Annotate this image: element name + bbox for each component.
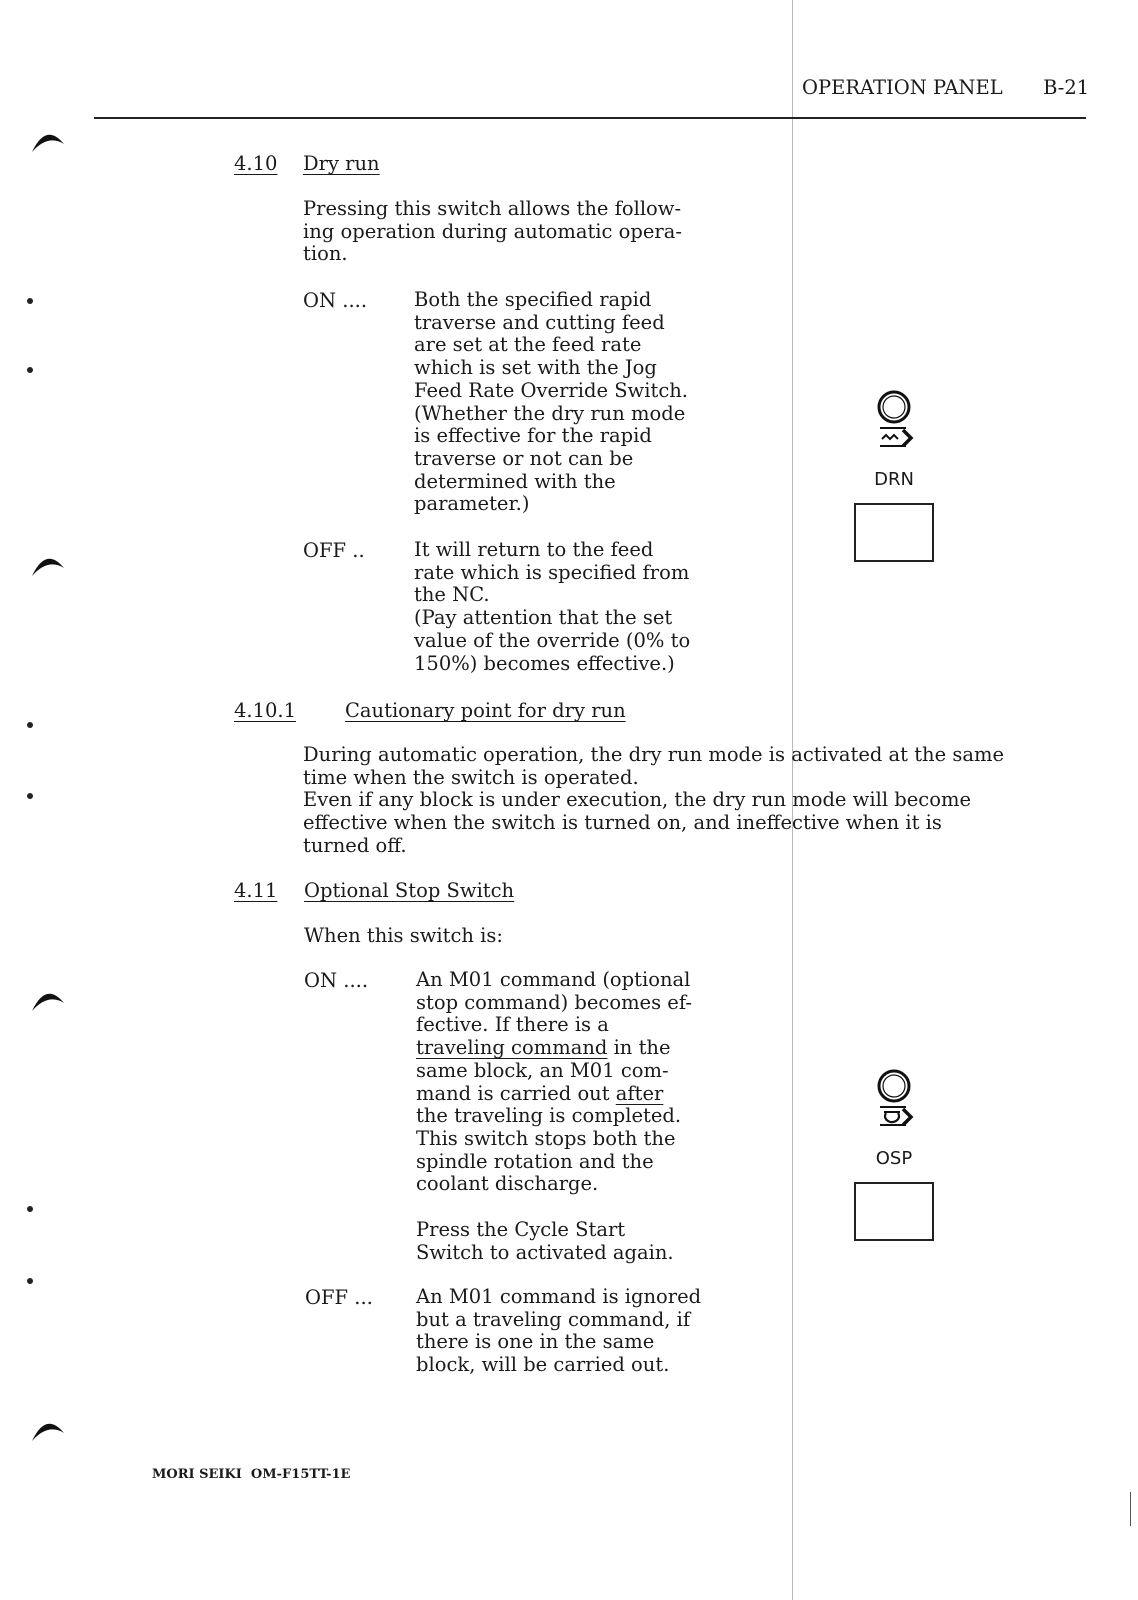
text-line: block, will be carried out. [416, 1353, 670, 1377]
binder-hole-icon [28, 552, 68, 580]
section-number: 4.10.1 [234, 699, 297, 722]
text-line: This switch stops both the [416, 1126, 676, 1150]
text-line: 150%) becomes effective.) [414, 651, 675, 675]
text-line: same block, an M01 com- [416, 1058, 669, 1082]
text-line [416, 1083, 692, 1106]
text-line: spindle rotation and the [416, 1149, 654, 1173]
text-line: traverse and cutting feed [414, 310, 665, 334]
on-description [416, 969, 692, 1196]
drn-label: DRN [874, 469, 914, 490]
text-line: parameter.) [414, 492, 530, 516]
text-span: mand is carried out [416, 1081, 616, 1105]
section-body [303, 744, 1004, 858]
osp-switch-illustration [852, 1069, 936, 1249]
text-line: determined with the [414, 469, 616, 493]
header-section: OPERATION PANEL [802, 76, 1003, 99]
optional-stop-icon [874, 1069, 914, 1131]
text-line: ing operation during automatic opera- [303, 219, 682, 243]
binder-hole-icon [28, 128, 68, 156]
text-line: fective. If there is a [416, 1013, 609, 1037]
page-header [802, 76, 1089, 99]
margin-dot [27, 367, 33, 373]
text-line: traverse or not can be [414, 446, 634, 470]
text-line: turned off. [303, 833, 407, 857]
text-line: Switch to activated again. [416, 1240, 674, 1264]
section-number: 4.10 [234, 152, 278, 175]
on-label: ON .... [304, 969, 369, 992]
section-number: 4.11 [234, 879, 278, 902]
on-description [414, 289, 688, 516]
underlined-word: after [615, 1081, 664, 1105]
underlined-phrase: traveling command [416, 1036, 608, 1060]
margin-dot [27, 1278, 33, 1284]
text-line: Even if any block is under execution, the dry run mode will become [303, 788, 971, 812]
binder-hole-icon [28, 1417, 68, 1445]
text-line: Feed Rate Override Switch. [414, 378, 688, 402]
text-line: time when the switch is operated. [303, 765, 639, 789]
text-line: but a traveling command, if [416, 1307, 691, 1331]
header-rule [94, 117, 1086, 119]
section-title: Optional Stop Switch [304, 879, 515, 902]
text-line [416, 1037, 692, 1060]
text-line: value of the override (0% to [414, 628, 691, 652]
section-intro [303, 198, 682, 266]
off-label: OFF ... [305, 1286, 373, 1309]
margin-dot [27, 1206, 33, 1212]
drn-switch-illustration [852, 390, 936, 570]
margin-dot [27, 298, 33, 304]
osp-switch-button[interactable] [854, 1182, 934, 1241]
text-line: An M01 command (optional [416, 968, 691, 991]
header-page-number: B-21 [1043, 76, 1090, 99]
margin-dot [27, 793, 33, 799]
text-line: Pressing this switch allows the follow- [303, 197, 682, 220]
section-title: Dry run [303, 152, 380, 175]
drn-switch-button[interactable] [854, 503, 934, 562]
margin-dot [27, 722, 33, 728]
text-span: in the [607, 1036, 671, 1060]
off-description [414, 539, 690, 675]
osp-label: OSP [875, 1148, 913, 1169]
text-line: During automatic operation, the dry run mode is activated at the same [303, 743, 1005, 766]
off-label: OFF .. [303, 539, 365, 562]
text-line: there is one in the same [416, 1330, 655, 1354]
text-line: effective when the switch is turned on, and ineffective when it is [303, 811, 942, 835]
text-line: tion. [303, 242, 348, 266]
text-line: which is set with the Jog [414, 356, 657, 380]
scan-mark [1130, 1492, 1131, 1526]
restart-note [416, 1219, 674, 1264]
text-line: stop command) becomes ef- [416, 990, 692, 1014]
dry-run-icon [874, 390, 914, 452]
off-description [416, 1286, 701, 1377]
text-line: Press the Cycle Start [416, 1218, 626, 1241]
section-intro: When this switch is: [304, 924, 503, 947]
text-line: (Whether the dry run mode [414, 401, 686, 425]
page-footer: MORI SEIKI OM-F15TT-1E [152, 1467, 351, 1482]
text-line: are set at the feed rate [414, 333, 642, 357]
text-line: the traveling is completed. [416, 1104, 682, 1128]
binder-hole-icon [28, 987, 68, 1015]
text-line: Both the specified rapid [414, 288, 652, 311]
text-line: An M01 command is ignored [416, 1285, 702, 1308]
text-line: coolant discharge. [416, 1172, 599, 1196]
text-line: is effective for the rapid [414, 424, 652, 448]
text-line: (Pay attention that the set [414, 606, 673, 630]
section-title: Cautionary point for dry run [345, 699, 626, 722]
text-line: rate which is specified from [414, 560, 690, 584]
text-line: the NC. [414, 583, 490, 607]
on-label: ON .... [303, 289, 368, 312]
text-line: It will return to the feed [414, 538, 654, 561]
